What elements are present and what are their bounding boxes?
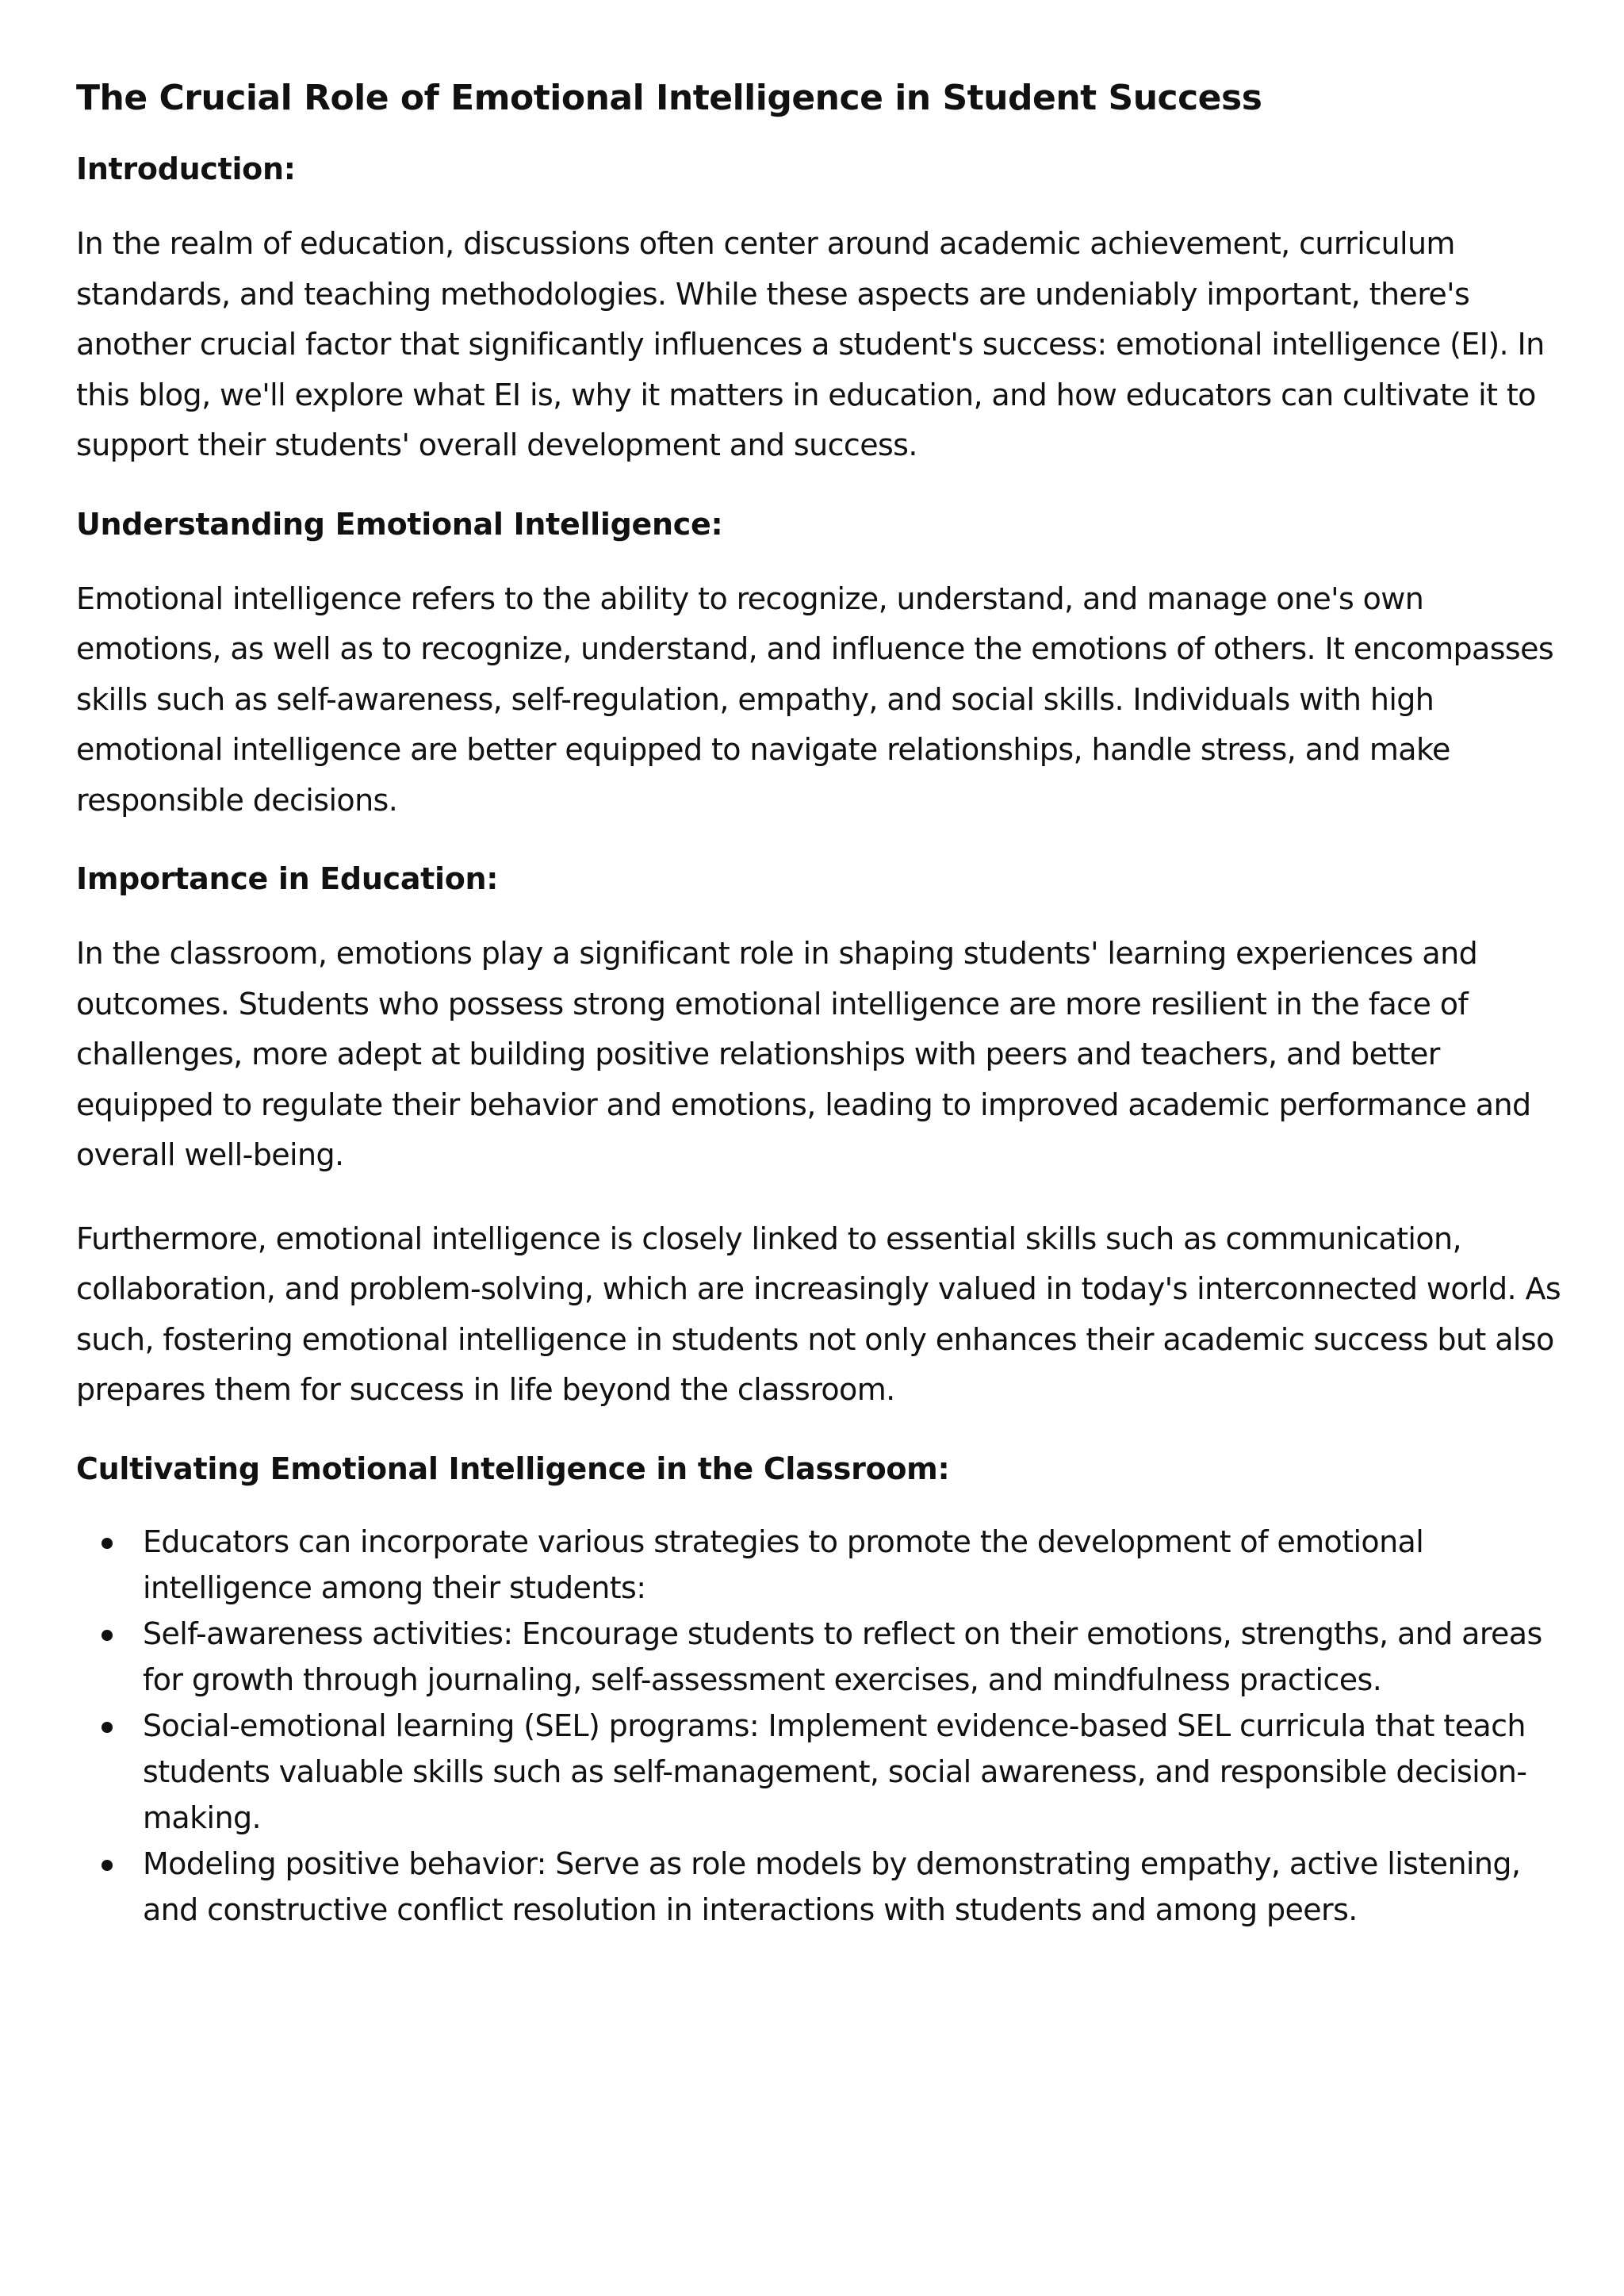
list-item	[143, 1611, 1564, 1703]
paragraph-understanding: Emotional intelligence refers to the ability to recognize, understand, and manage one's own emotions, as well as to recognize, understand, and influence the emotions of others. It encompasses skills such as self-awareness, self-regulation, empathy, and social skills. Individuals with high emotional intelligence are better equipped to navigate relationships, handle stress, and make responsible decisions.	[76, 581, 1554, 818]
paragraph-importance-2: Furthermore, emotional intelligence is closely linked to essential skills such as communication, collaboration, and problem-solving, which are increasingly valued in today's interconnected world. As such, fostering emotional intelligence in students not only enhances their academic success but also prepares them for success in life beyond the classroom.	[76, 1221, 1561, 1407]
section-heading-importance: Importance in Education:	[76, 861, 499, 896]
list-item-text: Social-emotional learning (SEL) programs: Implement evidence-based SEL curricula that teach students valuable skills such as self-management, social awareness, and responsible decision-making.	[143, 1708, 1527, 1835]
section-heading-understanding: Understanding Emotional Intelligence:	[76, 506, 723, 542]
list-item	[143, 1841, 1564, 1933]
document-page	[76, 76, 1564, 1933]
list-item-text: Self-awareness activities: Encourage students to reflect on their emotions, strengths, and areas for growth through journaling, self-assessment exercises, and mindfulness practices.	[143, 1616, 1542, 1697]
list-item	[143, 1519, 1564, 1611]
list-item-text: Educators can incorporate various strategies to promote the development of emotional intelligence among their students:	[143, 1524, 1424, 1605]
bullet-dot-icon	[102, 1860, 113, 1871]
paragraph-importance-1: In the classroom, emotions play a significant role in shaping students' learning experiences and outcomes. Students who possess strong emotional intelligence are more resilient in the face of challenges, more adept at building positive relationships with peers and teachers, and better equipped to regulate their behavior and emotions, leading to improved academic performance and overall well-being.	[76, 936, 1531, 1172]
list-item	[143, 1703, 1564, 1841]
bullet-dot-icon	[102, 1538, 113, 1549]
document-title: The Crucial Role of Emotional Intelligence in Student Success	[76, 78, 1262, 118]
section-heading-introduction: Introduction:	[76, 151, 296, 186]
bullet-list-strategies	[76, 1519, 1564, 1933]
bullet-dot-icon	[102, 1722, 113, 1733]
paragraph-introduction: In the realm of education, discussions often center around academic achievement, curriculum standards, and teaching methodologies. While these aspects are undeniably important, there's another crucial factor that significantly influences a student's success: emotional intelligence (EI). In this blog, we'll explore what EI is, why it matters in education, and how educators can cultivate it to support their students' overall development and success.	[76, 226, 1545, 462]
section-heading-cultivating: Cultivating Emotional Intelligence in the Classroom:	[76, 1451, 950, 1486]
bullet-dot-icon	[102, 1630, 113, 1641]
list-item-text: Modeling positive behavior: Serve as role models by demonstrating empathy, active listening, and constructive conflict resolution in interactions with students and among peers.	[143, 1846, 1521, 1927]
